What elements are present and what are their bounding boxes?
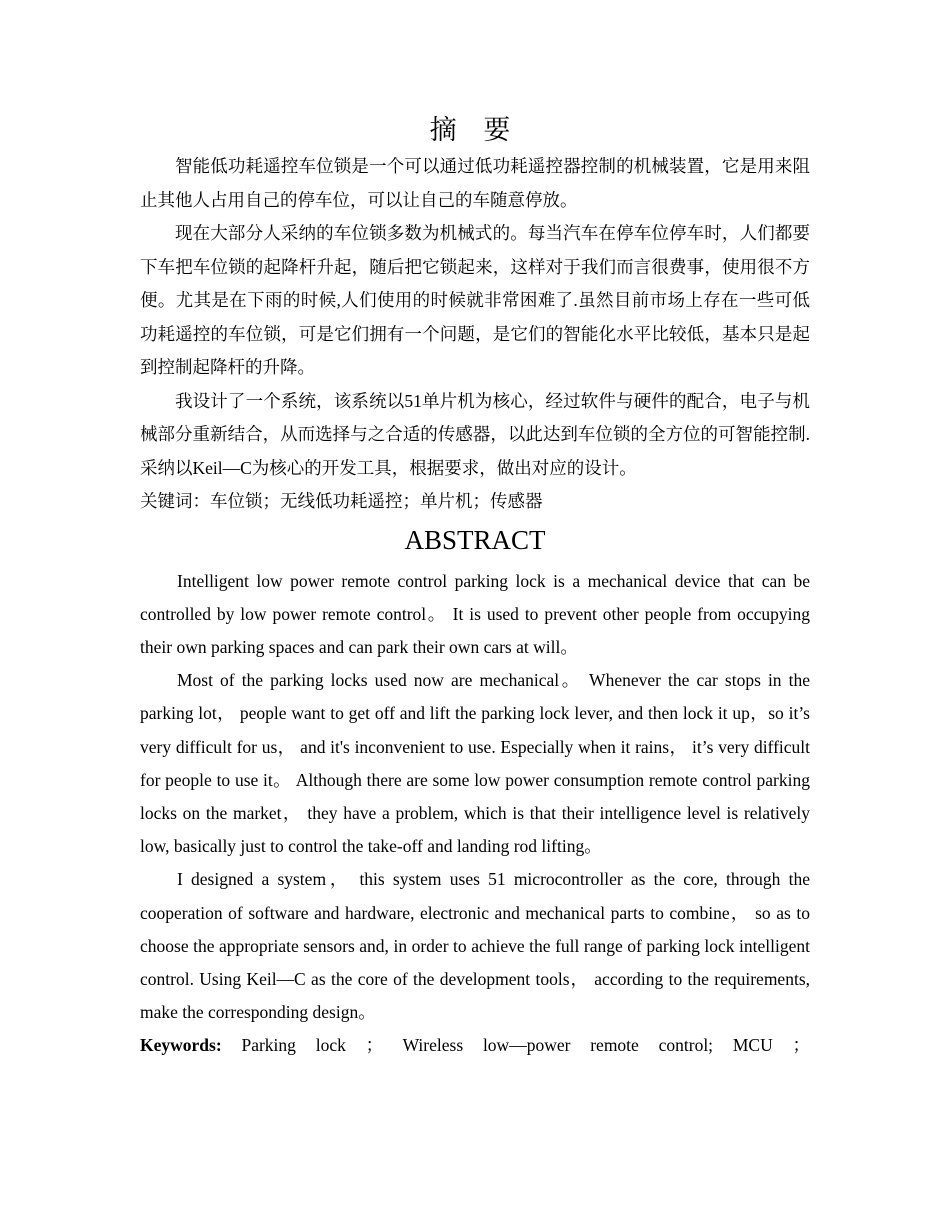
abstract-en-paragraph-1: Intelligent low power remote control parking lock is a mechanical device that can be controlled by low power remote control。 It is used to prevent other people from occupying their own parking spaces and can park their own cars at will。 <box>140 570 810 657</box>
keywords-text: Parking lock ； Wireless low—power remote control; MCU ； <box>241 1035 810 1056</box>
abstract-cn-keywords: 关键词：车位锁；无线低功耗遥控；单片机；传感器 <box>140 491 543 511</box>
abstract-cn-title: 摘 要 <box>429 115 521 145</box>
abstract-en-paragraph-3: I designed a system， this system uses 51 microcontroller as the core, through the cooperation of software and hardware, electronic and mechanical parts to combine， so as to choose the appropriate sensors and, in order to achieve the full range of parking lock intelligent control. Using Keil—C as the core of the development tools， according to the requirements, make the corresponding design。 <box>140 869 810 1023</box>
keywords-label: Keywords: <box>140 1035 222 1056</box>
abstract-en-keywords <box>140 1029 810 1062</box>
document-page <box>140 110 810 1063</box>
abstract-en-title: ABSTRACT <box>404 524 546 555</box>
abstract-cn-paragraph-3: 我设计了一个系统，该系统以51单片机为核心，经过软件与硬件的配合，电子与机械部分重新结合，从而选择与之合适的传感器，以此达到车位锁的全方位的可智能控制.采纳以Keil—C为核心的开发工具，根据要求，做出对应的设计。 <box>140 390 810 478</box>
abstract-en-paragraph-2: Most of the parking locks used now are mechanical。 Whenever the car stops in the parking lot， people want to get off and lift the parking lock lever, and then lock it up，so it’s very difficult for us， and it's inconvenient to use. Especially when it rains， it’s very difficult for people to use it。 Although there are some low power consumption remote control parking locks on the market， they have a problem, which is that their intelligence level is relatively low, basically just to control the take-off and landing rod lifting。 <box>140 670 810 857</box>
abstract-cn-paragraph-1: 智能低功耗遥控车位锁是一个可以通过低功耗遥控器控制的机械装置，它是用来阻止其他人占用自己的停车位，可以让自己的车随意停放。 <box>140 156 810 210</box>
abstract-cn-paragraph-2: 现在大部分人采纳的车位锁多数为机械式的。每当汽车在停车位停车时，人们都要下车把车位锁的起降杆升起，随后把它锁起来，这样对于我们而言很费事，使用很不方便。尤其是在下雨的时候,人们使用的时候就非常困难了.虽然目前市场上存在一些可低功耗遥控的车位锁，可是它们拥有一个问题，是它们的智能化水平比较低，基本只是起到控制起降杆的升降。 <box>140 223 810 377</box>
